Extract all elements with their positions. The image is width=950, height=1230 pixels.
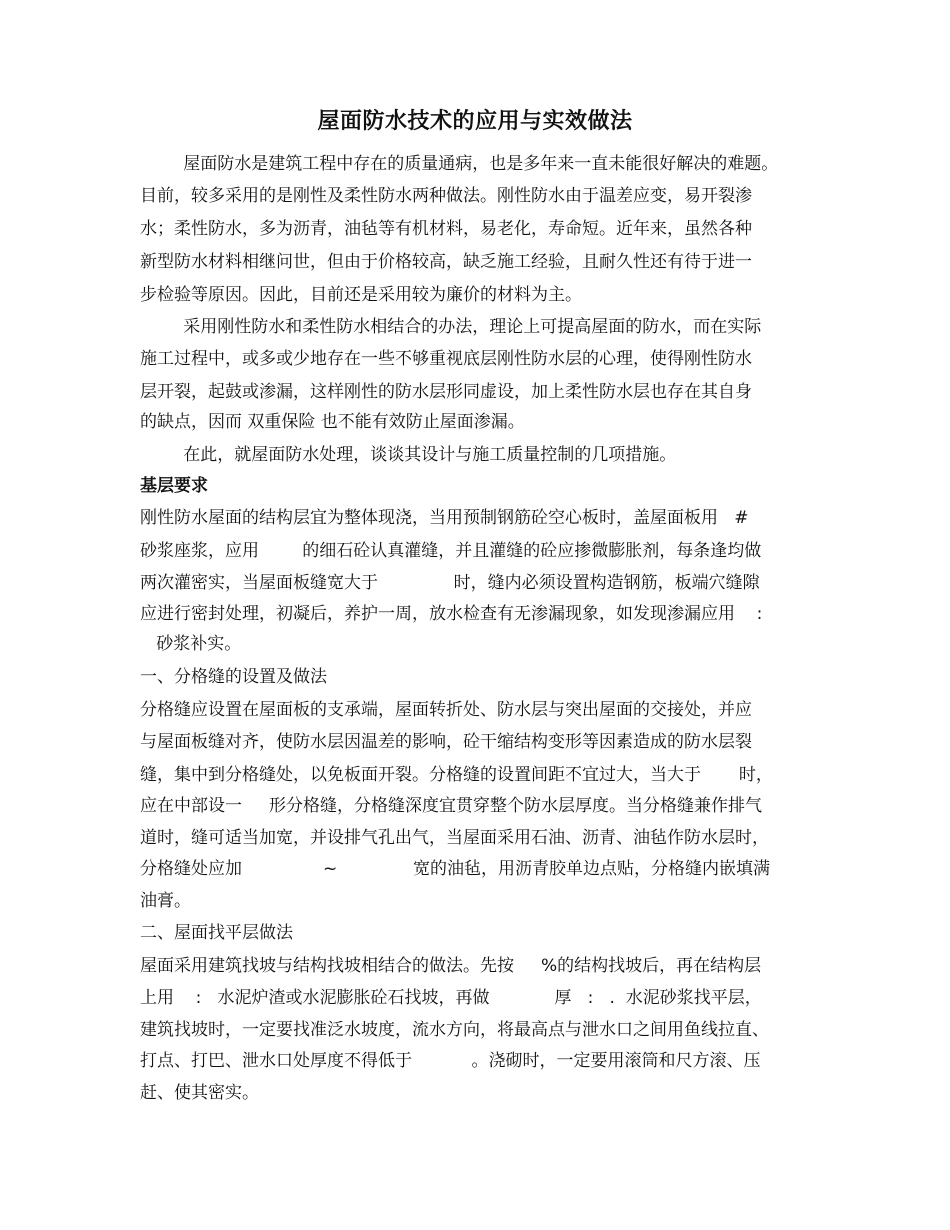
section-heading: 基层要求	[140, 476, 208, 496]
paragraph-line: 油膏。	[140, 891, 191, 911]
paragraph-line: 与屋面板缝对齐，使防水层因温差的影响，砼干缩结构变形等因素造成的防水层裂	[140, 732, 752, 752]
paragraph-line: 道时，缝可适当加宽，并设排气孔出气，当屋面采用石油、沥青、油毡作防水层时，	[140, 828, 769, 848]
paragraph-line: 赶、使其密实。	[140, 1083, 259, 1103]
section-heading: 一、分格缝的设置及做法	[140, 667, 327, 687]
paragraph-line: 屋面防水是建筑工程中存在的质量通病，也是多年来一直未能很好解决的难题。	[140, 154, 779, 174]
section-heading: 二、屋面找平层做法	[140, 923, 293, 943]
paragraph-line: 建筑找坡时，一定要找准泛水坡度，流水方向，将最高点与泄水口之间用鱼线拉直、	[140, 1020, 769, 1040]
paragraph-line: 目前，较多采用的是刚性及柔性防水两种做法。刚性防水由于温差应变，易开裂渗	[140, 186, 752, 206]
paragraph-line: 屋面采用建筑找坡与结构找坡相结合的做法。先按 %的结构找坡后，再在结构层	[140, 956, 762, 976]
paragraph-line: 新型防水材料相继问世，但由于价格较高，缺乏施工经验，且耐久性还有待于进一	[140, 252, 752, 272]
paragraph-line: 砂浆补实。	[140, 634, 242, 654]
paragraph-line: 步检验等原因。因此，目前还是采用较为廉价的材料为主。	[140, 285, 582, 305]
paragraph-line: 应进行密封处理，初凝后，养护一周，放水检查有无渗漏现象，如发现渗漏应用 :	[140, 604, 763, 624]
paragraph-line: 采用刚性防水和柔性防水相结合的办法，理论上可提高屋面的防水，而在实际	[140, 317, 762, 337]
paragraph-line: 水；柔性防水，多为沥青，油毡等有机材料，易老化，寿命短。近年来，虽然各种	[140, 219, 752, 239]
paragraph-line: 打点、打巴、泄水口处厚度不得低于 。浇砌时，一定要用滚筒和尺方滚、压	[140, 1051, 761, 1071]
paragraph-line: 砂浆座浆，应用 的细石砼认真灌缝，并且灌缝的砼应掺微膨胀剂，每条逢均做	[140, 541, 762, 561]
paragraph-line: 刚性防水屋面的结构层宜为整体现浇，当用预制钢筋砼空心板时，盖屋面板用 #	[140, 508, 749, 528]
paragraph-line: 两次灌密实，当屋面板缝宽大于 时，缝内必须设置构造钢筋，板端穴缝隙	[140, 573, 760, 593]
document-title: 屋面防水技术的应用与实效做法	[317, 109, 633, 134]
paragraph-line: 层开裂，起鼓或渗漏，这样刚性的防水层形同虚设，加上柔性防水层也存在其自身	[140, 382, 752, 402]
paragraph-line: 的缺点，因而 双重保险 也不能有效防止屋面渗漏。	[140, 412, 525, 432]
paragraph-line: 在此，就屋面防水处理，谈谈其设计与施工质量控制的几项措施。	[140, 445, 677, 465]
paragraph-line: 应在中部设一 形分格缝，分格缝深度宜贯穿整个防水层厚度。当分格缝兼作排气	[140, 796, 763, 816]
paragraph-line: 分格缝应设置在屋面板的支承端，屋面转折处、防水层与突出屋面的交接处，并应	[140, 700, 752, 720]
paragraph-line: 缝，集中到分格缝处，以免板面开裂。分格缝的设置间距不宜过大，当大于 时，	[140, 765, 773, 785]
paragraph-line: 分格缝处应加 ~ 宽的油毡，用沥青胶单边点贴，分格缝内嵌填满	[140, 859, 770, 879]
paragraph-line: 上用 : 水泥炉渣或水泥膨胀砼石找坡，再做 厚 : . 水泥砂浆找平层，	[140, 988, 762, 1008]
paragraph-line: 施工过程中，或多或少地存在一些不够重视底层刚性防水层的心理，使得刚性防水	[140, 349, 752, 369]
